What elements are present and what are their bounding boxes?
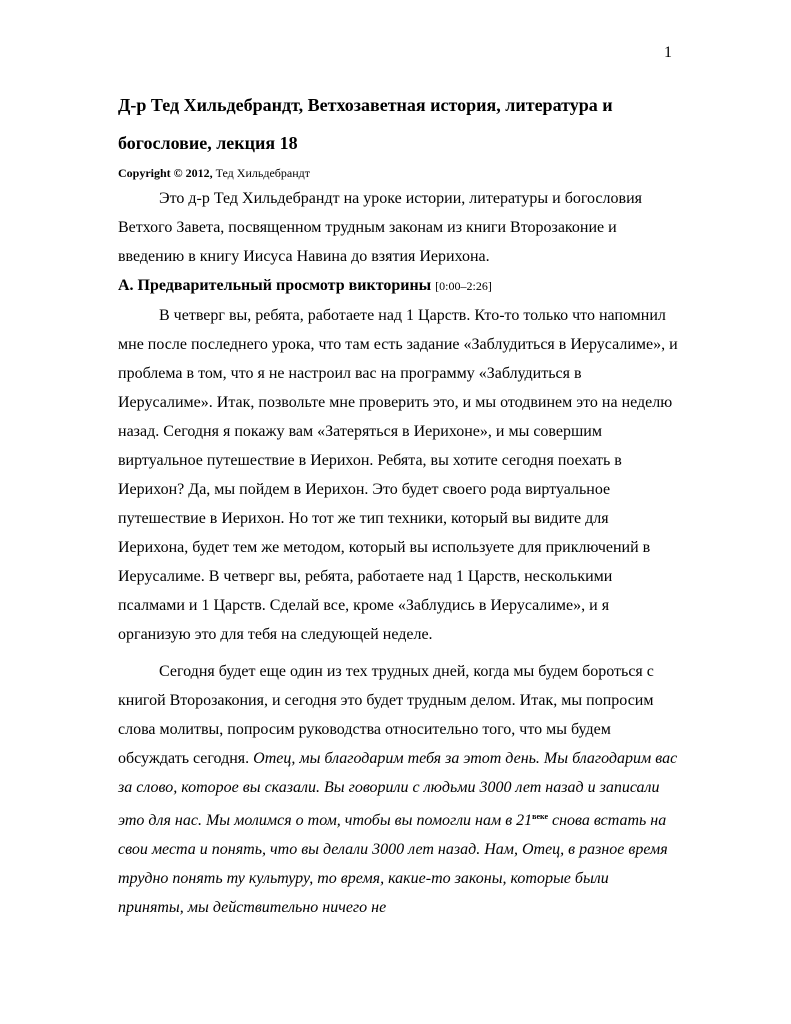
intro-paragraph: Это д-р Тед Хильдебрандт на уроке истории, литературы и богословия Ветхого Завета, посвященном трудным законам из книги Второзаконие и введению в книгу Иисуса Навина до взятия Иерихона. — [118, 190, 642, 265]
title-line-2: богословие, лекция 18 — [118, 133, 298, 153]
section-a-title: A. Предварительный просмотр викторины — [118, 277, 432, 294]
copyright-notice: Copyright © 2012, — [118, 166, 213, 180]
copyright-author: Тед Хильдебрандт — [215, 166, 310, 180]
prayer-text — [118, 750, 677, 916]
section-a-timestamp: [0:00–2:26] — [435, 279, 492, 293]
title-line-1: Д-р Тед Хильдебрандт, Ветхозаветная история, литература и — [118, 95, 613, 115]
copyright-line — [118, 162, 678, 184]
prayer-part-1: Отец, мы благодарим тебя за этот день. Мы благодарим вас за слово, которое вы сказали. Вы говорили с людьми 3000 лет назад и записали это для нас. Мы молимся о том, чтобы вы помогли нам в 21 — [118, 750, 678, 829]
prayer-superscript: веке — [532, 812, 548, 821]
section-a-heading — [118, 271, 678, 301]
paragraph-2-text: Сегодня будет еще один из тех трудных дней, когда мы будем бороться с книгой Второзакония, и сегодня это будет трудным делом. Итак, мы попросим слова молитвы, попросим руководства относительно того, что мы будем обсуждать сегодня. — [118, 663, 654, 767]
page-number: 1 — [664, 44, 672, 61]
section-a-paragraph-1: В четверг вы, ребята, работаете над 1 Царств. Кто-то только что напомнил мне после последнего урока, что там есть задание «Заблудиться в Иерусалиме», и проблема в том, что я не настроил вас на программу «Заблудиться в Иерусалиме». Итак, позвольте мне проверить это, и мы отодвинем это на неделю назад. Сегодня я покажу вам «Затеряться в Иерихоне», и мы совершим виртуальное путешествие в Иерихон. Ребята, вы хотите сегодня поехать в Иерихон? Да, мы пойдем в Иерихон. Это будет своего рода виртуальное путешествие в Иерихон. Но тот же тип техники, который вы видите для Иерихона, будет тем же методом, который вы используете для приключений в Иерусалиме. В четверг вы, ребята, работаете над 1 Царств, несколькими псалмами и 1 Царств. Сделай все, кроме «Заблудись в Иерусалиме», и я организую это для тебя на следующей неделе. — [118, 307, 678, 643]
document-content — [118, 86, 678, 922]
section-a-paragraph-2 — [118, 657, 678, 922]
prayer-part-2: снова встать на свои места и понять, что вы делали 3000 лет назад. Нам, Отец, в разное время трудно понять ту культуру, то время, какие-то законы, которые были приняты, мы действительно ничего не — [118, 812, 668, 916]
document-title — [118, 86, 678, 162]
